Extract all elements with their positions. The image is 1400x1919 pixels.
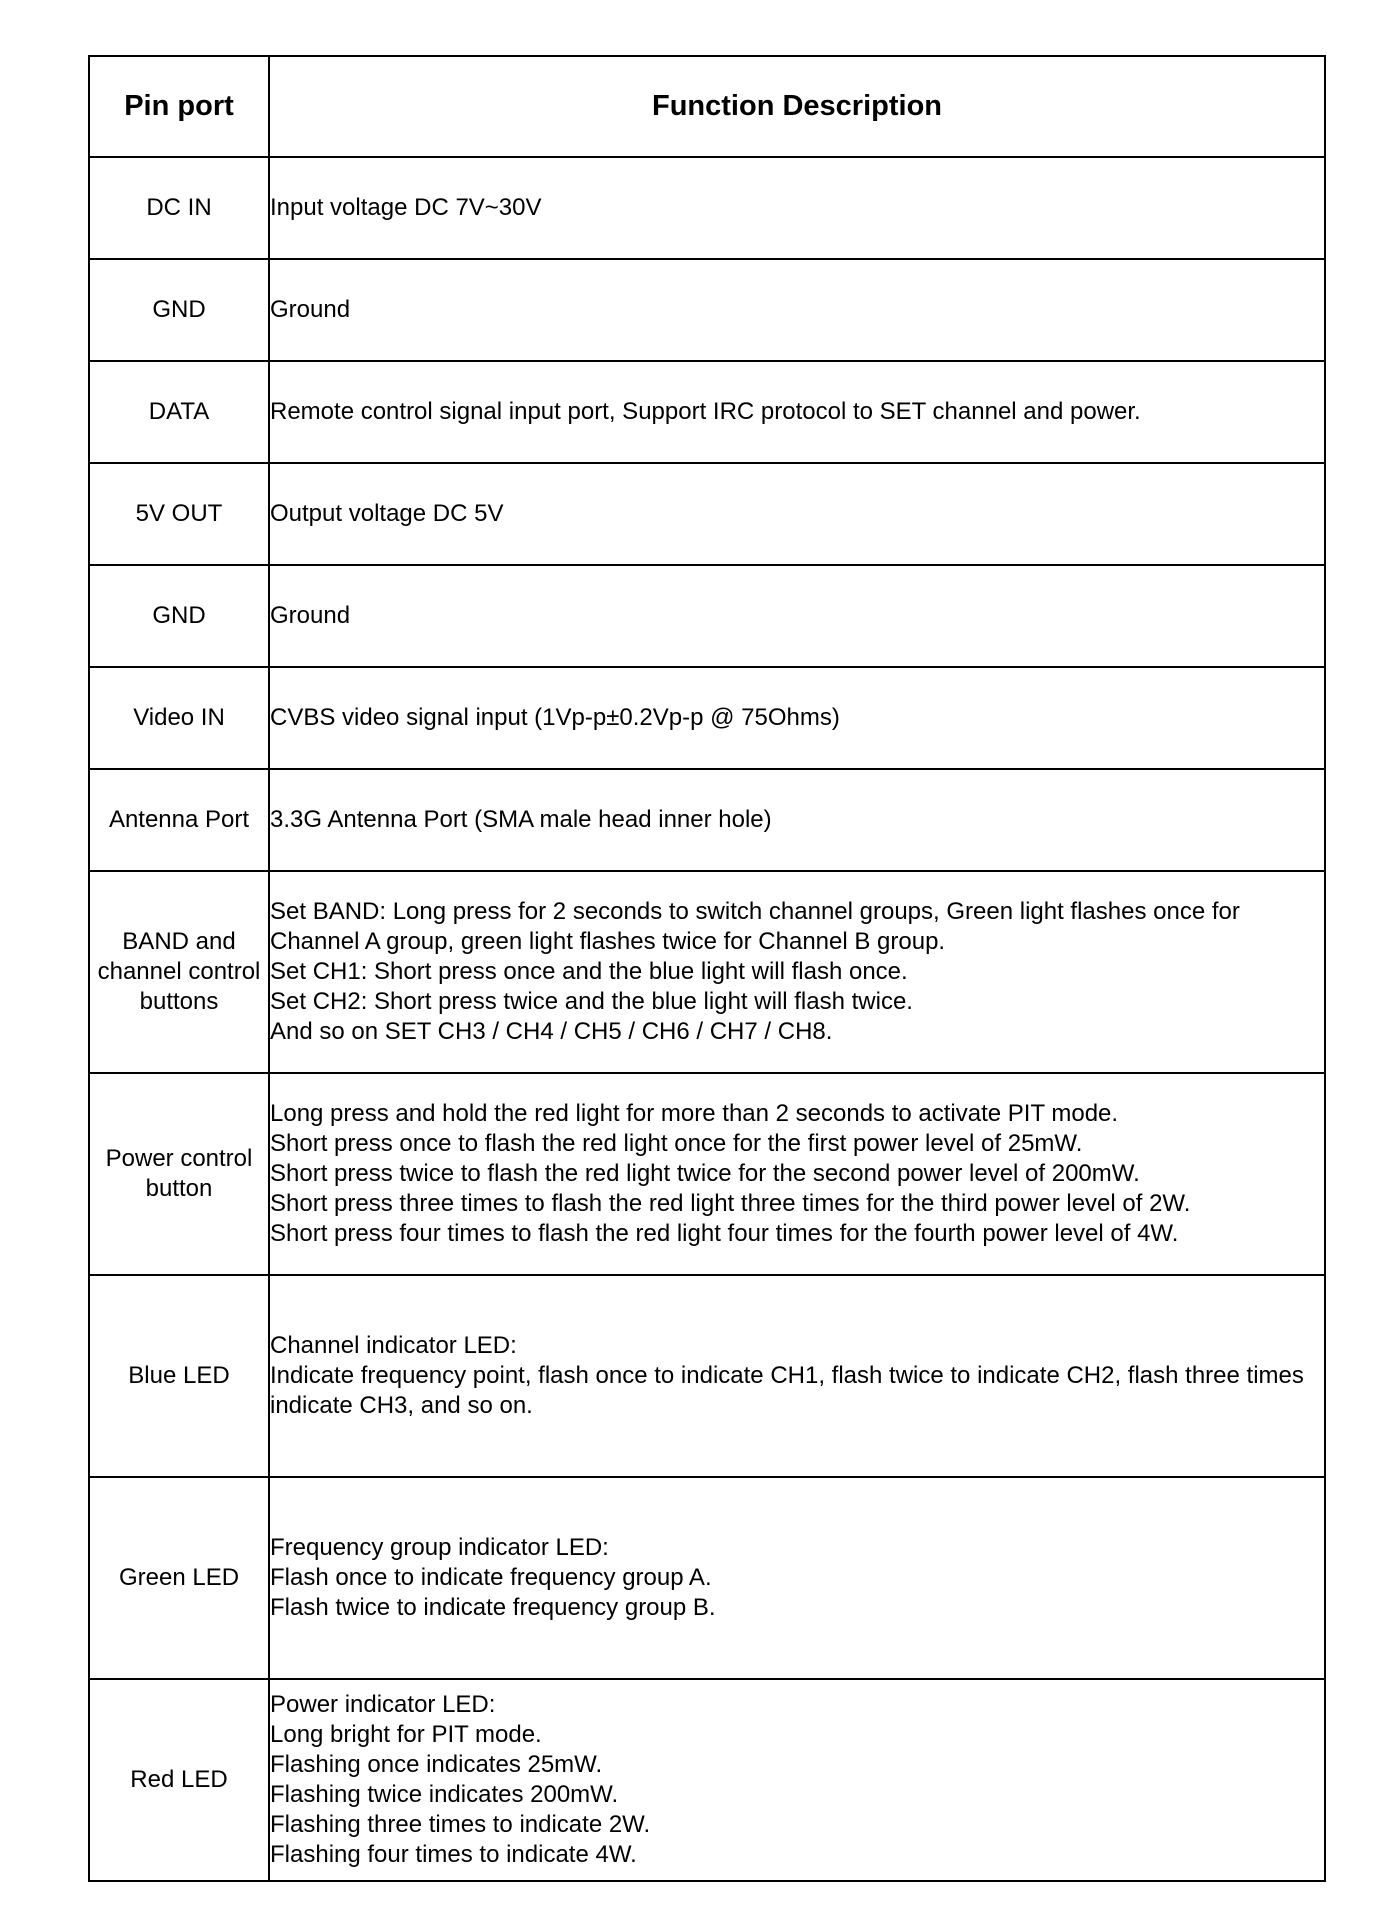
table-row [89, 565, 1325, 667]
description-cell [269, 769, 1325, 871]
description-cell [269, 157, 1325, 259]
description-line: Input voltage DC 7V~30V [270, 194, 542, 221]
description-line: Output voltage DC 5V [270, 500, 504, 527]
description-cell [269, 463, 1325, 565]
table-row [89, 769, 1325, 871]
description-cell [269, 667, 1325, 769]
pin-cell: Red LED [89, 1679, 269, 1881]
description-line: Ground [270, 602, 351, 629]
pin-cell: Green LED [89, 1477, 269, 1679]
description-line: Remote control signal input port, Support IRC protocol to SET channel and power. [270, 398, 1141, 425]
pin-cell: GND [89, 565, 269, 667]
pin-cell: 5V OUT [89, 463, 269, 565]
table-row [89, 1679, 1325, 1881]
description-cell [269, 565, 1325, 667]
description-line: Channel indicator LED: [270, 1332, 517, 1359]
description-line: Flashing three times to indicate 2W. [270, 1811, 651, 1838]
description-line: Set BAND: Long press for 2 seconds to switch channel groups, Green light flashes once for Channel A group, green light flashes twice for Channel B group. [270, 898, 1240, 955]
description-line: Set CH2: Short press twice and the blue light will flash twice. [270, 988, 913, 1015]
table-row [89, 1073, 1325, 1275]
description-line: Short press three times to flash the red light three times for the third power level of 2W. [270, 1190, 1191, 1217]
pin-cell: DC IN [89, 157, 269, 259]
description-line: Flash once to indicate frequency group A. [270, 1564, 712, 1591]
description-cell [269, 259, 1325, 361]
description-line: Set CH1: Short press once and the blue light will flash once. [270, 958, 908, 985]
description-cell [269, 1477, 1325, 1679]
description-line: Indicate frequency point, flash once to indicate CH1, flash twice to indicate CH2, flash three times indicate CH3, and so on. [270, 1362, 1304, 1419]
description-line: Flashing four times to indicate 4W. [270, 1841, 637, 1868]
pin-cell: DATA [89, 361, 269, 463]
table-row [89, 1275, 1325, 1477]
description-cell [269, 1073, 1325, 1275]
description-cell [269, 361, 1325, 463]
table-header-row [89, 56, 1325, 157]
pin-cell: Antenna Port [89, 769, 269, 871]
description-line: Long press and hold the red light for more than 2 seconds to activate PIT mode. [270, 1100, 1119, 1127]
description-line: Flashing twice indicates 200mW. [270, 1781, 619, 1808]
table-row [89, 463, 1325, 565]
table-row [89, 1477, 1325, 1679]
pin-cell: Video IN [89, 667, 269, 769]
description-line: Short press once to flash the red light once for the first power level of 25mW. [270, 1130, 1083, 1157]
header-function-description: Function Description [269, 56, 1325, 157]
pin-function-table [88, 55, 1326, 1882]
description-line: Frequency group indicator LED: [270, 1534, 609, 1561]
description-line: Short press twice to flash the red light twice for the second power level of 200mW. [270, 1160, 1140, 1187]
description-line: Short press four times to flash the red light four times for the fourth power level of 4W. [270, 1220, 1179, 1247]
description-line: CVBS video signal input (1Vp-p±0.2Vp-p @ 75Ohms) [270, 704, 840, 731]
description-line: 3.3G Antenna Port (SMA male head inner hole) [270, 806, 772, 833]
table-row [89, 157, 1325, 259]
table-row [89, 259, 1325, 361]
pin-cell: Blue LED [89, 1275, 269, 1477]
header-pin-port: Pin port [89, 56, 269, 157]
description-line: And so on SET CH3 / CH4 / CH5 / CH6 / CH7 / CH8. [270, 1018, 833, 1045]
description-cell [269, 871, 1325, 1073]
pin-cell: GND [89, 259, 269, 361]
description-cell [269, 1275, 1325, 1477]
pin-cell: Power control button [89, 1073, 269, 1275]
description-line: Flashing once indicates 25mW. [270, 1751, 603, 1778]
description-line: Power indicator LED: [270, 1691, 496, 1718]
description-line: Ground [270, 296, 351, 323]
pin-cell: BAND and channel control buttons [89, 871, 269, 1073]
table-row [89, 667, 1325, 769]
description-cell [269, 1679, 1325, 1881]
description-line: Flash twice to indicate frequency group B. [270, 1594, 716, 1621]
table-row [89, 871, 1325, 1073]
table-row [89, 361, 1325, 463]
description-line: Long bright for PIT mode. [270, 1721, 542, 1748]
